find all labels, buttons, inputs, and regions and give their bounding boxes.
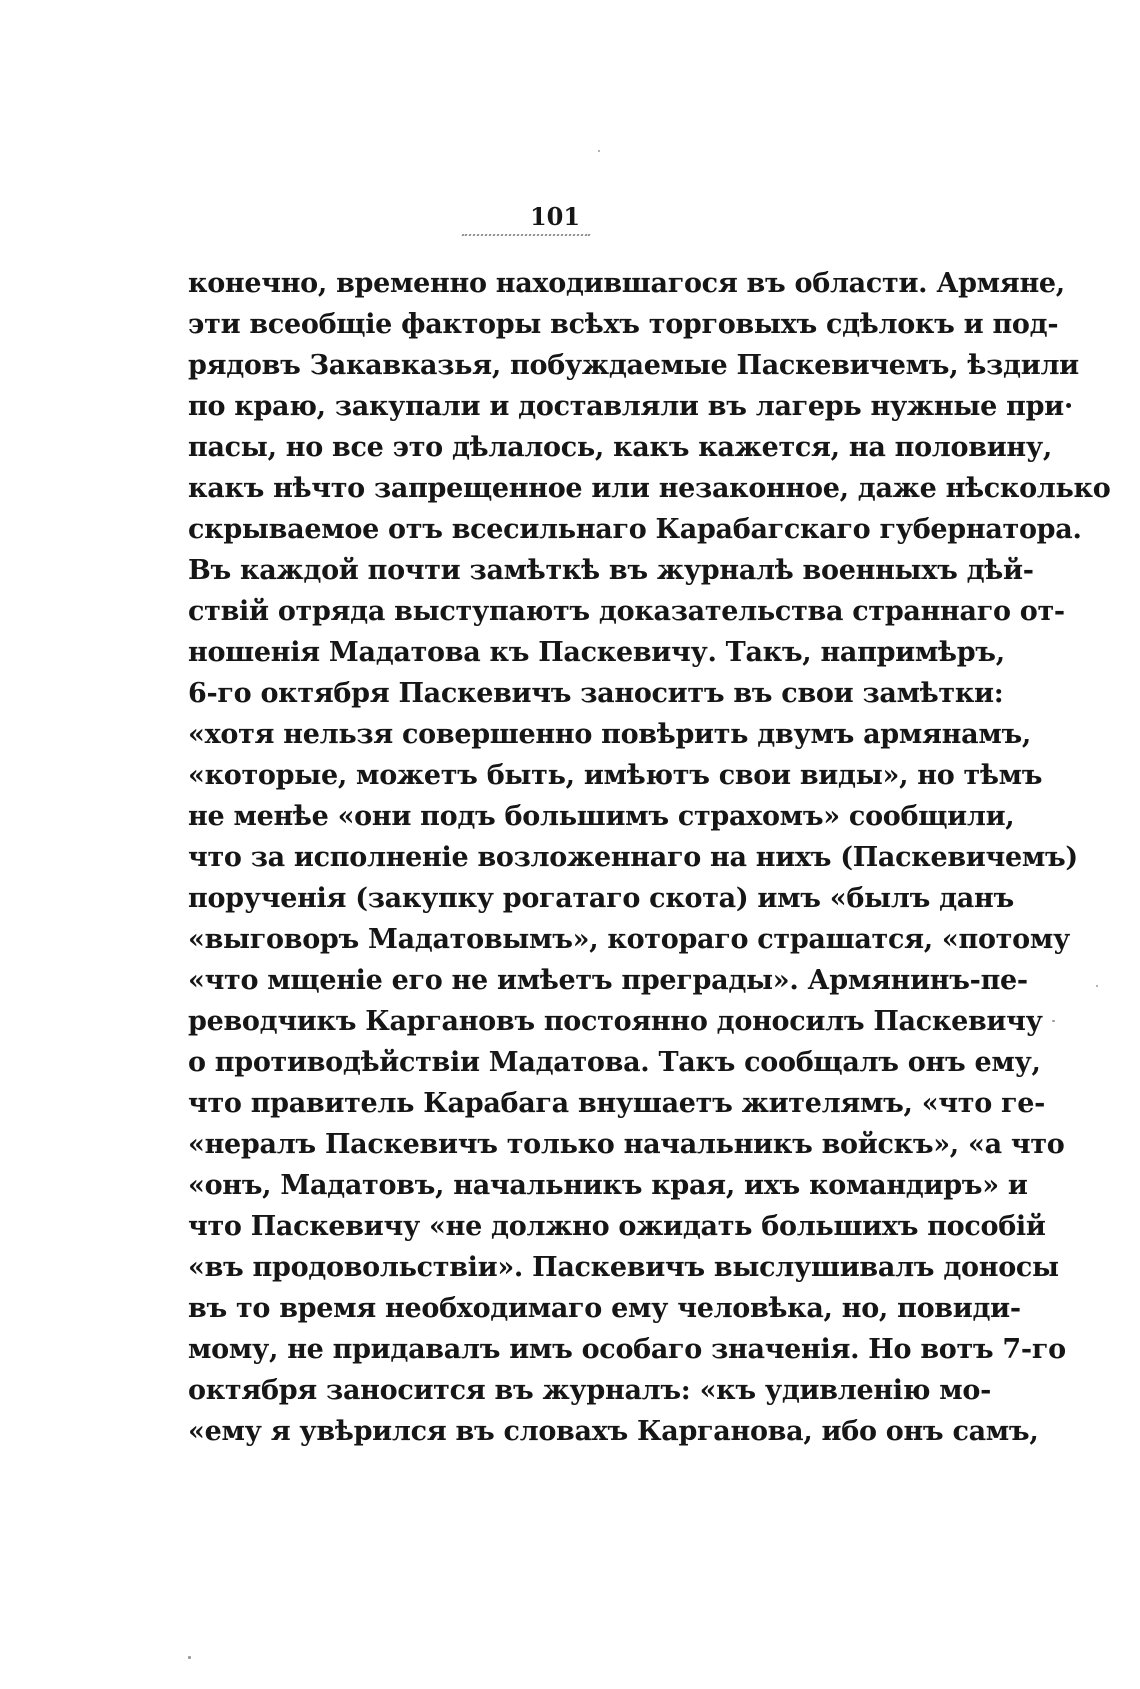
text-line: 6-го октября Паскевичъ заноситъ въ свои замѣтки: [188,678,1004,709]
page-number: 101 [529,202,581,231]
text-line: порученія (закупку рогатаго скота) имъ «былъ данъ [188,883,1014,914]
body-text [188,263,1111,1452]
text-line: пасы, но все это дѣлалось, какъ кажется, на половину, [188,432,1052,463]
text-line: октября заносится въ журналъ: «къ удивленію мо- [188,1375,992,1406]
text-line: ствій отряда выступаютъ доказательства страннаго от- [188,596,1065,627]
text-line: «нералъ Паскевичъ только начальникъ войскъ», «а что [188,1129,1065,1160]
text-line: о противодѣйствіи Мадатова. Такъ сообщалъ онъ ему, [188,1047,1041,1078]
text-line: мому, не придавалъ имъ особаго значенія. Но вотъ 7-го [188,1334,1066,1365]
scan-speck [598,150,600,152]
text-line: «въ продовольствіи». Паскевичъ выслушивалъ доносы [188,1252,1059,1283]
text-line: въ то время необходимаго ему человѣка, но, повиди- [188,1293,1021,1324]
text-line: что за исполненіе возложеннаго на нихъ (Паскевичемъ) [188,842,1078,873]
text-line: «хотя нельзя совершенно повѣрить двумъ армянамъ, [188,719,1032,750]
text-line: скрываемое отъ всесильнаго Карабагскаго губернатора. [188,514,1082,545]
text-line: эти всеобщіе факторы всѣхъ торговыхъ сдѣлокъ и под- [188,309,1059,340]
scan-speck [1052,1020,1055,1022]
text-line: не менѣе «они подъ большимъ страхомъ» сообщили, [188,801,1015,832]
text-line: что Паскевичу «не должно ожидать большихъ пособій [188,1211,1046,1242]
text-line: «выговоръ Мадатовымъ», котораго страшатся, «потому [188,924,1070,955]
text-line: реводчикъ Каргановъ постоянно доносилъ Паскевичу [188,1006,1043,1037]
text-line: по краю, закупали и доставляли въ лагерь нужные при· [188,391,1073,422]
scan-speck [1096,985,1098,987]
text-line: ношенія Мадатова къ Паскевичу. Такъ, напримѣръ, [188,637,1005,668]
text-line: «что мщеніе его не имѣетъ преграды». Армянинъ-пе- [188,965,1028,996]
text-line: какъ нѣчто запрещенное или незаконное, даже нѣсколько [188,473,1111,504]
page-number-rule [462,234,591,236]
scan-speck [188,1656,191,1659]
text-line: «ему я увѣрился въ словахъ Карганова, ибо онъ самъ, [188,1416,1039,1447]
text-line: Въ каждой почти замѣткѣ въ журналѣ военныхъ дѣй- [188,555,1034,586]
text-line: конечно, временно находившагося въ области. Армяне, [188,268,1065,299]
text-line: что правитель Карабага внушаетъ жителямъ, «что ге- [188,1088,1046,1119]
text-line: «онъ, Мадатовъ, начальникъ края, ихъ командиръ» и [188,1170,1028,1201]
text-line: «которые, можетъ быть, имѣютъ свои виды», но тѣмъ [188,760,1043,791]
text-line: рядовъ Закавказья, побуждаемые Паскевичемъ, ѣздили [188,350,1079,381]
